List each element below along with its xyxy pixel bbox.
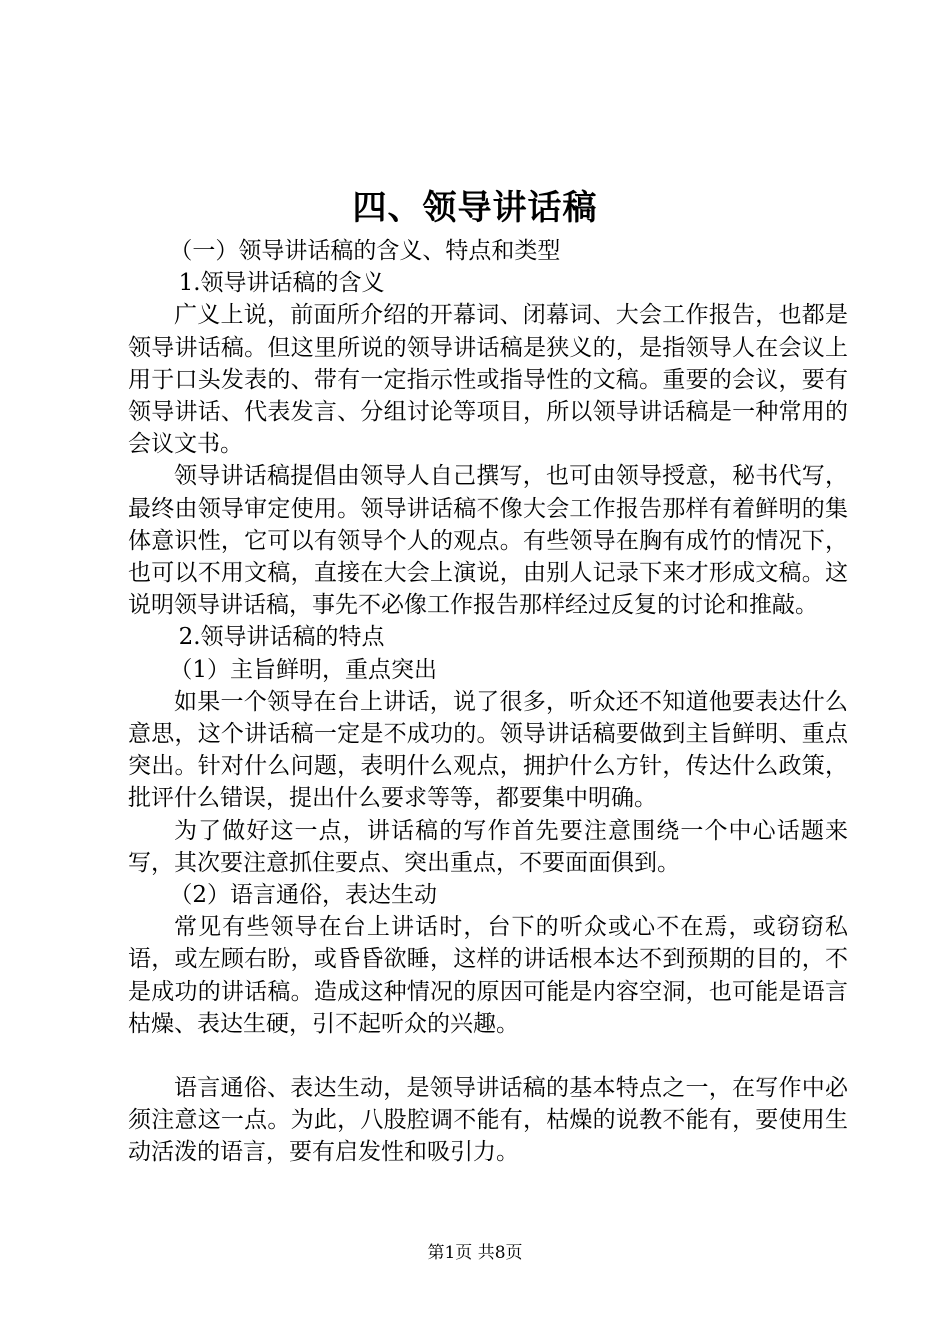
point-heading: （2）语言通俗，表达生动: [169, 882, 438, 909]
paragraph: 广义上说，前面所介绍的开幕词、闭幕词、大会工作报告，也都是领导讲话稿。但这里所说的领导讲话稿是狭义的，是指领导人在会议上用于口头发表的、带有一定指示性或指导性的文稿。重要的会议，要有领导讲话、代表发言、分组讨论等项目，所以领导讲话稿是一种常用的会议文书。: [128, 302, 848, 458]
blank-line: [128, 1040, 848, 1072]
paragraph: 语言通俗、表达生动，是领导讲话稿的基本特点之一，在写作中必须注意这一点。为此，八股腔调不能有，枯燥的说教不能有，要使用生动活泼的语言，要有启发性和吸引力。: [128, 1075, 848, 1166]
section-heading: （一）领导讲话稿的含义、特点和类型: [169, 238, 561, 264]
document-body: [128, 235, 848, 1169]
paragraph: 常见有些领导在台上讲话时，台下的听众或心不在焉，或窃窃私语，或左顾右盼，或昏昏欲睡，这样的讲话根本达不到预期的目的，不是成功的讲话稿。造成这种情况的原因可能是内容空洞，也可能是语言枯燥、表达生硬，引不起听众的兴趣。: [128, 914, 848, 1037]
page-footer: 第1页 共8页: [427, 1243, 523, 1263]
paragraph: 领导讲话稿提倡由领导人自己撰写，也可由领导授意，秘书代写，最终由领导审定使用。领导讲话稿不像大会工作报告那样有着鲜明的集体意识性，它可以有领导个人的观点。有些领导在胸有成竹的情况下，也可以不用文稿，直接在大会上演说，由别人记录下来才形成文稿。这说明领导讲话稿，事先不必像工作报告那样经过反复的讨论和推敲。: [128, 463, 848, 619]
point-heading: （1）主旨鲜明，重点突出: [169, 656, 438, 683]
document-title: 四、领导讲话稿: [352, 188, 598, 228]
paragraph: 为了做好这一点，讲话稿的写作首先要注意围绕一个中心话题来写，其次要注意抓住要点、突出重点，不要面面俱到。: [128, 817, 848, 876]
subsection-heading: 1.领导讲话稿的含义: [178, 270, 385, 297]
paragraph: 如果一个领导在台上讲话，说了很多，听众还不知道他要表达什么意思，这个讲话稿一定是不成功的。领导讲话稿要做到主旨鲜明、重点突出。针对什么问题，表明什么观点，拥护什么方针，传达什么政策，批评什么错误，提出什么要求等等，都要集中明确。: [128, 688, 848, 812]
subsection-heading: 2.领导讲话稿的特点: [178, 624, 385, 651]
